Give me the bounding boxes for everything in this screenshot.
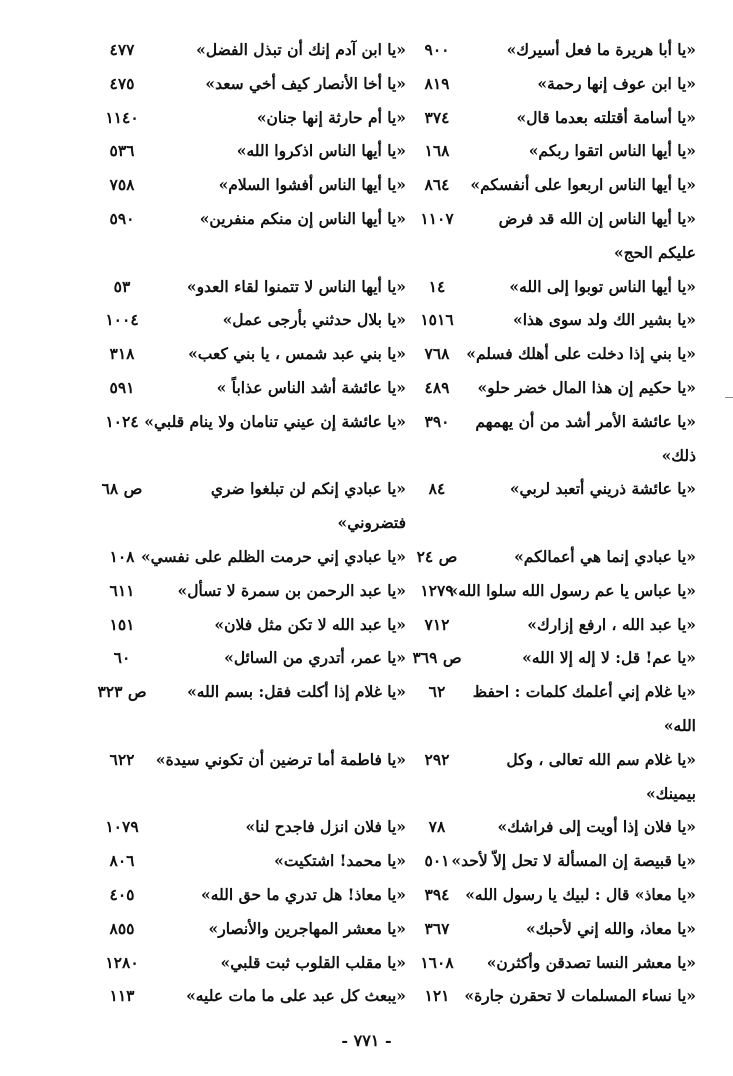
- index-row: [76, 878, 696, 912]
- page-ref: ٧٦٨: [424, 344, 450, 364]
- page-ref: ٥٩٠: [109, 208, 135, 228]
- continuation-line: عليكم الحج»: [613, 242, 696, 262]
- page-ref: ١٠٢٤: [105, 411, 139, 431]
- index-row: [76, 743, 696, 777]
- page-ref: ١١٣: [109, 986, 135, 1006]
- page-ref: ٣٧٤: [424, 107, 450, 127]
- hadith-text: «يا أيها الناس إن الله قد فرض: [498, 208, 696, 228]
- index-row: [76, 202, 696, 236]
- page-ref: ٤٨٩: [424, 377, 450, 397]
- hadith-text: «يا معاذ! هل تدري ما حق الله»: [201, 884, 406, 904]
- index-row: [76, 101, 696, 135]
- hadith-text: «يبعث كل عبد على ما مات عليه»: [186, 986, 406, 1006]
- index-row: [76, 912, 696, 946]
- index-row: [76, 472, 696, 506]
- hadith-text: «يا أسامة أقتلته بعدما قال»: [516, 107, 696, 127]
- page-ref: ١٦٠٨: [420, 952, 454, 972]
- index-row: [76, 641, 696, 675]
- page-ref: ٦١١: [109, 580, 135, 600]
- hadith-text: «يا معاذ» قال : لبيك يا رسول الله»: [465, 884, 696, 904]
- hadith-text: «يا أم حارثة إنها جنان»: [256, 107, 406, 127]
- hadith-text: «يا غلام إذا أكلت فقل: بسم الله»: [187, 682, 406, 702]
- continuation-line: فتضروني»: [337, 513, 406, 533]
- index-row: [76, 303, 696, 337]
- index-row: [76, 979, 696, 1013]
- page-ref: ١٠٨: [109, 546, 135, 566]
- page-ref: ٨٤: [428, 479, 446, 499]
- page-ref: ٨١٩: [424, 73, 450, 93]
- margin-mark: [725, 397, 733, 398]
- page-ref: ٣٩٠: [424, 411, 450, 431]
- hadith-text: «يا أيها الناس لا تتمنوا لقاء العدو»: [186, 276, 406, 296]
- page-ref: ٨٥٥: [109, 918, 135, 938]
- continuation-line: الله»: [663, 715, 696, 735]
- index-row: [76, 405, 696, 439]
- hadith-text: «يا عائشة إن عيني تنامان ولا ينام قلبي»: [144, 411, 406, 431]
- index-row: [76, 134, 696, 168]
- index-row: [76, 810, 696, 844]
- page-ref: ١١٠٧: [420, 208, 454, 228]
- page-ref: ١٢٨٠: [105, 952, 139, 972]
- page-ref: ٣١٨: [109, 344, 135, 364]
- index-row: [76, 371, 696, 405]
- hadith-text: «يا غلام سم الله تعالى ، وكل: [506, 749, 696, 769]
- page-ref: ٧١٢: [424, 614, 450, 634]
- continuation-line: بيمينك»: [645, 783, 696, 803]
- page-ref: ١٢١: [424, 986, 450, 1006]
- index-row: [76, 168, 696, 202]
- page-ref: ١٠٧٩: [105, 817, 139, 837]
- hadith-text: «يا أبا هريرة ما فعل أسيرك»: [506, 40, 696, 59]
- hadith-text: «يا فاطمة أما ترضين أن تكوني سيدة»: [155, 749, 406, 769]
- hadith-text: «يا أيها الناس إن منكم منفرين»: [199, 208, 406, 228]
- page-ref: ٧٨: [428, 817, 446, 837]
- hadith-text: «يا عبادي إنكم لن تبلغوا ضري: [210, 479, 406, 499]
- hadith-text: «يا قبيصة إن المسألة لا تحل إلاّ لأحد»: [451, 851, 696, 871]
- hadith-text: «يا عبادي إني حرمت الظلم على نفسي»: [140, 546, 406, 566]
- hadith-text: «يا معاذ، والله إني لأحبك»: [525, 918, 696, 938]
- hadith-text: «يا أيها الناس اربعوا على أنفسكم»: [470, 175, 696, 195]
- page-ref: ١٦٨: [424, 141, 450, 161]
- page-ref: ٦٢: [428, 682, 446, 702]
- page-ref: ٥٠١: [424, 851, 450, 871]
- page-ref: ٤٧٧: [109, 40, 135, 59]
- hadith-text: «يا بني إذا دخلت على أهلك فسلم»: [466, 344, 696, 364]
- page-ref: ٥٣: [113, 276, 131, 296]
- index-row: [76, 540, 696, 574]
- hadith-text: «يا معشر النسا تصدقن وأكثرن»: [486, 952, 696, 972]
- page-ref: ٩٠٠: [424, 40, 450, 59]
- hadith-text: «يا عم! قل: لا إله إلا الله»: [522, 648, 696, 668]
- hadith-text: «يا أيها الناس اتقوا ربكم»: [528, 141, 696, 161]
- hadith-text: «يا عبد الله ، ارفع إزارك»: [527, 614, 696, 634]
- hadith-text: «يا عبد الرحمن بن سمرة لا تسأل»: [177, 580, 406, 600]
- index-row: [76, 270, 696, 304]
- index-row: [76, 608, 696, 642]
- hadith-text: «يا معشر المهاجرين والأنصار»: [208, 918, 406, 938]
- hadith-text: «يا أخا الأنصار كيف أخي سعد»: [205, 73, 406, 93]
- page-ref: ٤٧٥: [109, 73, 135, 93]
- page-ref: ١١٤٠: [105, 107, 139, 127]
- index-row: [76, 574, 696, 608]
- hadith-text: «يا ابن عوف إنها رحمة»: [537, 73, 696, 93]
- hadith-text: «يا عبادي إنما هي أعمالكم»: [514, 546, 696, 566]
- hadith-text: «يا عباس يا عم رسول الله سلوا الله»: [448, 580, 696, 600]
- continuation-line: ذلك»: [661, 445, 696, 465]
- hadith-text: «يا عائشة ذريني أتعبد لربي»: [509, 479, 696, 499]
- index-row: [76, 67, 696, 101]
- hadith-text: «يا بلال حدثني بأرجى عمل»: [222, 310, 406, 330]
- index-row: [76, 337, 696, 371]
- page-ref: ٣٩٤: [424, 884, 450, 904]
- hadith-text: «يا بشير الك ولد سوى هذا»: [513, 310, 696, 330]
- hadith-text: «يا مقلب القلوب ثبت قلبي»: [220, 952, 406, 972]
- hadith-text: «يا عبد الله لا تكن مثل فلان»: [214, 614, 406, 634]
- hadith-text: «يا أيها الناس اذكروا الله»: [236, 141, 406, 161]
- hadith-text: «يا أيها الناس توبوا إلى الله»: [509, 276, 696, 296]
- page-ref: ٢٩٢: [424, 749, 450, 769]
- page-ref: ١٢٧٩: [420, 580, 454, 600]
- page-ref: ١٥١: [109, 614, 135, 634]
- page-ref: ١٥١٦: [420, 310, 454, 330]
- page-ref: ص ٣٦٩: [412, 648, 462, 668]
- page-ref: ٦٠: [113, 648, 131, 668]
- page-ref: ص ٢٤: [416, 546, 458, 566]
- hadith-text: «يا نساء المسلمات لا تحقرن جارة»: [464, 986, 696, 1006]
- page-number: - ٧٧١ -: [341, 1031, 392, 1050]
- index-row: [76, 946, 696, 980]
- page-ref: ص ٣٢٣: [97, 682, 147, 702]
- hadith-text: «يا حكيم إن هذا المال خضر حلو»: [477, 377, 696, 397]
- hadith-text: «يا أيها الناس أفشوا السلام»: [218, 175, 406, 195]
- page-ref: ٣٦٧: [424, 918, 450, 938]
- page-ref: ص ٦٨: [101, 479, 143, 499]
- page-ref: ٤٠٥: [109, 884, 135, 904]
- hadith-text: «يا فلان إذا أويت إلى فراشك»: [497, 817, 696, 837]
- page-ref: ٧٥٨: [109, 175, 135, 195]
- page-ref: ١٠٠٤: [105, 310, 139, 330]
- page-ref: ٨٦٤: [424, 175, 450, 195]
- hadith-index-table: [76, 33, 696, 1013]
- hadith-text: «يا عائشة أشد الناس عذاباً »: [216, 377, 406, 397]
- index-row: [76, 844, 696, 878]
- hadith-text: «يا غلام إني أعلمك كلمات : احفظ: [472, 682, 696, 702]
- page-ref: ٥٣٦: [109, 141, 135, 161]
- hadith-text: «يا ابن آدم إنك أن تبذل الفضل»: [196, 40, 406, 59]
- page-ref: ٥٩١: [109, 377, 135, 397]
- hadith-text: «يا محمد! اشتكيت»: [274, 851, 406, 871]
- hadith-text: «يا عمر، أتدري من السائل»: [224, 648, 406, 668]
- hadith-text: «يا عائشة الأمر أشد من أن يهمهم: [475, 411, 696, 431]
- index-row: [76, 675, 696, 709]
- page-ref: ٦٢٢: [109, 749, 135, 769]
- index-row: [76, 33, 696, 67]
- hadith-text: «يا فلان انزل فاجدح لنا»: [245, 817, 406, 837]
- hadith-text: «يا بني عبد شمس ، يا بني كعب»: [188, 344, 406, 364]
- page-ref: ٨٠٦: [109, 851, 135, 871]
- page-ref: ١٤: [428, 276, 446, 296]
